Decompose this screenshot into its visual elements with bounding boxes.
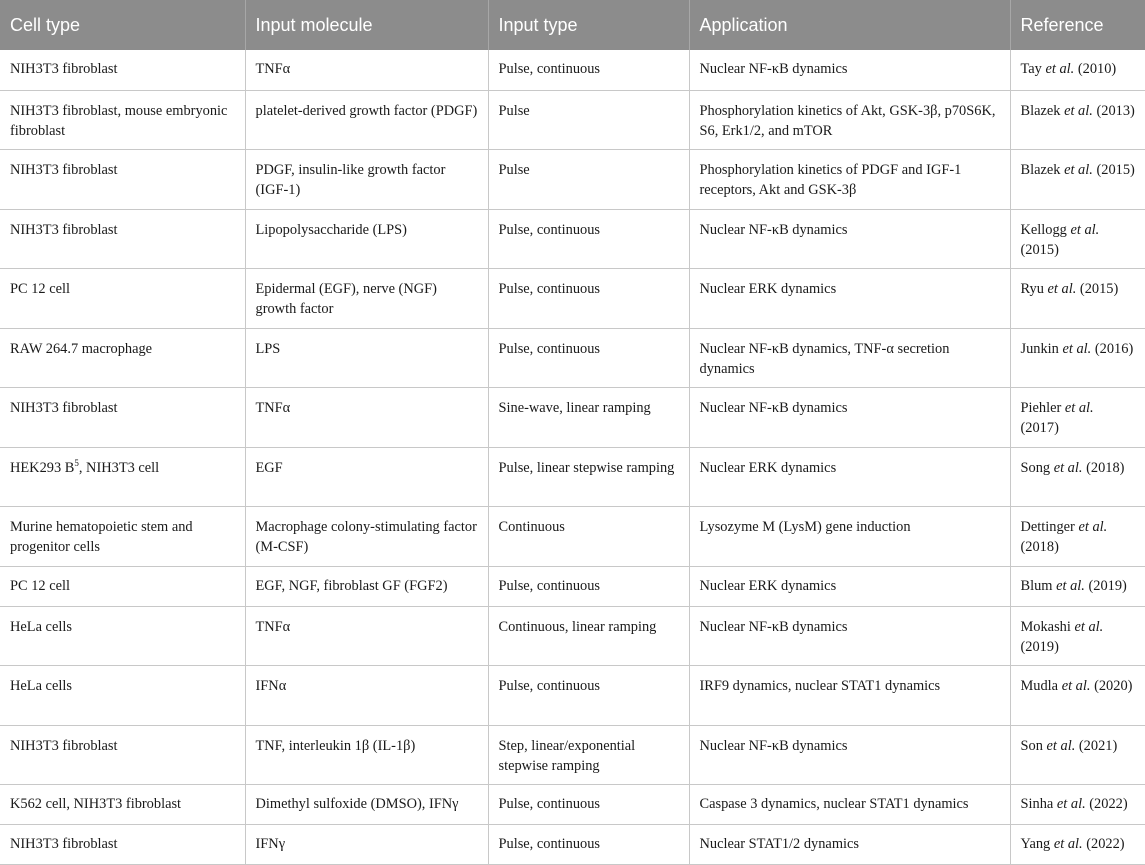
input-type: Pulse, continuous — [488, 666, 689, 726]
ref-year: (2015) — [1020, 241, 1059, 258]
ref-year: (2010) — [1074, 61, 1117, 77]
input-type: Pulse, continuous — [488, 566, 689, 606]
reference — [1010, 328, 1145, 388]
ref-etal: et al. — [1053, 459, 1083, 476]
input-molecule: Macrophage colony-stimulating factor (M-CSF) — [245, 507, 488, 567]
ref-author: Mudla — [1020, 678, 1059, 694]
ref-author: Mokashi — [1020, 618, 1071, 635]
ref-etal: et al. — [1047, 281, 1077, 297]
input-molecule: PDGF, insulin-like growth factor (IGF-1) — [245, 150, 488, 210]
input-molecule: IFNγ — [245, 825, 488, 865]
input-type: Pulse — [488, 90, 689, 150]
ref-year: (2020) — [1090, 678, 1133, 694]
application: Nuclear NF-κB dynamics, TNF-α secretion dynamics — [689, 328, 1010, 388]
input-molecule: LPS — [245, 328, 488, 388]
cell-type: PC 12 cell — [0, 269, 245, 329]
input-molecule: TNFα — [245, 388, 488, 448]
header-input-type: Input type — [488, 0, 689, 50]
ref-author: Tay — [1020, 61, 1042, 77]
reference — [1010, 507, 1145, 567]
cell-type-main: HEK293 B — [10, 459, 75, 476]
ref-year: (2019) — [1084, 577, 1127, 594]
application: Nuclear NF-κB dynamics — [689, 209, 1010, 269]
ref-author: Blazek — [1020, 102, 1061, 119]
ref-etal: et al. — [1061, 678, 1091, 694]
input-molecule: Epidermal (EGF), nerve (NGF) growth factor — [245, 269, 488, 329]
ref-etal: et al. — [1045, 61, 1075, 77]
table-row — [0, 90, 1145, 150]
ref-etal: et al. — [1056, 577, 1085, 594]
cell-type: NIH3T3 fibroblast — [0, 388, 245, 448]
application: Caspase 3 dynamics, nuclear STAT1 dynamics — [689, 785, 1010, 825]
ref-etal: et al. — [1062, 340, 1092, 357]
cell-type: NIH3T3 fibroblast — [0, 150, 245, 210]
table-row — [0, 606, 1145, 666]
ref-author: Sinha — [1020, 796, 1054, 812]
cell-type: NIH3T3 fibroblast — [0, 825, 245, 865]
reference — [1010, 725, 1145, 785]
reference — [1010, 785, 1145, 825]
table-row — [0, 507, 1145, 567]
table-row — [0, 269, 1145, 329]
ref-author: Kellogg — [1020, 221, 1067, 238]
cell-type: RAW 264.7 macrophage — [0, 328, 245, 388]
table-row — [0, 825, 1145, 865]
application: Nuclear NF-κB dynamics — [689, 606, 1010, 666]
application: Nuclear NF-κB dynamics — [689, 50, 1010, 90]
input-molecule: TNFα — [245, 50, 488, 90]
application: Nuclear ERK dynamics — [689, 566, 1010, 606]
cell-type-tail: , NIH3T3 cell — [78, 459, 160, 476]
ref-year: (2019) — [1020, 638, 1059, 655]
cell-type: PC 12 cell — [0, 566, 245, 606]
ref-etal: et al. — [1046, 737, 1076, 754]
ref-year: (2022) — [1082, 836, 1125, 852]
ref-author: Blazek — [1020, 162, 1061, 178]
ref-author: Yang — [1020, 836, 1051, 852]
ref-year: (2021) — [1075, 737, 1118, 754]
table-row — [0, 785, 1145, 825]
ref-author: Blum — [1020, 577, 1053, 594]
ref-author: Ryu — [1020, 281, 1044, 297]
cell-type: NIH3T3 fibroblast — [0, 209, 245, 269]
ref-year: (2017) — [1020, 420, 1059, 436]
input-molecule: platelet-derived growth factor (PDGF) — [245, 90, 488, 150]
table-body — [0, 50, 1145, 865]
input-type: Pulse, continuous — [488, 269, 689, 329]
cell-type — [0, 447, 245, 507]
input-type: Pulse, continuous — [488, 50, 689, 90]
input-type: Pulse, continuous — [488, 785, 689, 825]
input-type: Continuous — [488, 507, 689, 567]
input-molecule: Lipopolysaccharide (LPS) — [245, 209, 488, 269]
ref-author: Dettinger — [1020, 519, 1075, 535]
reference — [1010, 666, 1145, 726]
ref-year: (2018) — [1082, 459, 1125, 476]
input-type: Pulse, linear stepwise ramping — [488, 447, 689, 507]
ref-year: (2022) — [1085, 796, 1128, 812]
application: Lysozyme M (LysM) gene induction — [689, 507, 1010, 567]
application: Phosphorylation kinetics of Akt, GSK-3β, p70S6K, S6, Erk1/2, and mTOR — [689, 90, 1010, 150]
application: Nuclear STAT1/2 dynamics — [689, 825, 1010, 865]
reference — [1010, 269, 1145, 329]
reference — [1010, 606, 1145, 666]
input-type: Step, linear/exponential stepwise ramping — [488, 725, 689, 785]
ref-etal: et al. — [1074, 618, 1104, 635]
reference — [1010, 447, 1145, 507]
reference — [1010, 566, 1145, 606]
table-row — [0, 725, 1145, 785]
ref-author: Song — [1020, 459, 1051, 476]
input-molecule: Dimethyl sulfoxide (DMSO), IFNγ — [245, 785, 488, 825]
ref-year: (2015) — [1092, 162, 1135, 178]
reference — [1010, 90, 1145, 150]
table-row — [0, 566, 1145, 606]
reference — [1010, 209, 1145, 269]
cell-type: K562 cell, NIH3T3 fibroblast — [0, 785, 245, 825]
reference — [1010, 388, 1145, 448]
cell-type: NIH3T3 fibroblast, mouse embryonic fibroblast — [0, 90, 245, 150]
table-row — [0, 447, 1145, 507]
input-molecule: EGF — [245, 447, 488, 507]
header-cell-type: Cell type — [0, 0, 245, 50]
application: Nuclear NF-κB dynamics — [689, 388, 1010, 448]
application: Nuclear NF-κB dynamics — [689, 725, 1010, 785]
reference — [1010, 825, 1145, 865]
ref-etal: et al. — [1064, 162, 1093, 178]
cell-type: Murine hematopoietic stem and progenitor cells — [0, 507, 245, 567]
ref-author: Junkin — [1020, 340, 1059, 357]
ref-etal: et al. — [1056, 796, 1086, 812]
header-input-molecule: Input molecule — [245, 0, 488, 50]
ref-etal: et al. — [1070, 221, 1100, 238]
table-row — [0, 150, 1145, 210]
application: Nuclear ERK dynamics — [689, 447, 1010, 507]
ref-author: Piehler — [1020, 400, 1062, 416]
table-header — [0, 0, 1145, 50]
input-type: Continuous, linear ramping — [488, 606, 689, 666]
reference — [1010, 150, 1145, 210]
input-type: Pulse, continuous — [488, 825, 689, 865]
input-molecule: IFNα — [245, 666, 488, 726]
input-type: Pulse, continuous — [488, 328, 689, 388]
table-row — [0, 388, 1145, 448]
input-type: Pulse — [488, 150, 689, 210]
ref-year: (2018) — [1020, 539, 1059, 555]
table-row — [0, 50, 1145, 90]
input-type: Sine-wave, linear ramping — [488, 388, 689, 448]
ref-year: (2015) — [1076, 281, 1119, 297]
application: Nuclear ERK dynamics — [689, 269, 1010, 329]
header-row — [0, 0, 1145, 50]
ref-author: Son — [1020, 737, 1043, 754]
superscript-note: 5 — [74, 457, 79, 468]
ref-etal: et al. — [1064, 400, 1094, 416]
input-type: Pulse, continuous — [488, 209, 689, 269]
input-molecule: TNF, interleukin 1β (IL-1β) — [245, 725, 488, 785]
cell-type: NIH3T3 fibroblast — [0, 725, 245, 785]
input-molecule: TNFα — [245, 606, 488, 666]
header-application: Application — [689, 0, 1010, 50]
ref-year: (2016) — [1091, 340, 1134, 357]
ref-etal: et al. — [1053, 836, 1083, 852]
ref-etal: et al. — [1078, 519, 1108, 535]
input-molecule: EGF, NGF, fibroblast GF (FGF2) — [245, 566, 488, 606]
ref-year: (2013) — [1092, 102, 1135, 119]
reference — [1010, 50, 1145, 90]
table-row — [0, 666, 1145, 726]
cell-type: HeLa cells — [0, 666, 245, 726]
cell-type: NIH3T3 fibroblast — [0, 50, 245, 90]
application: Phosphorylation kinetics of PDGF and IGF-1 receptors, Akt and GSK-3β — [689, 150, 1010, 210]
cell-type: HeLa cells — [0, 606, 245, 666]
header-reference: Reference — [1010, 0, 1145, 50]
table-row — [0, 328, 1145, 388]
application: IRF9 dynamics, nuclear STAT1 dynamics — [689, 666, 1010, 726]
ref-etal: et al. — [1064, 102, 1093, 119]
table-row — [0, 209, 1145, 269]
